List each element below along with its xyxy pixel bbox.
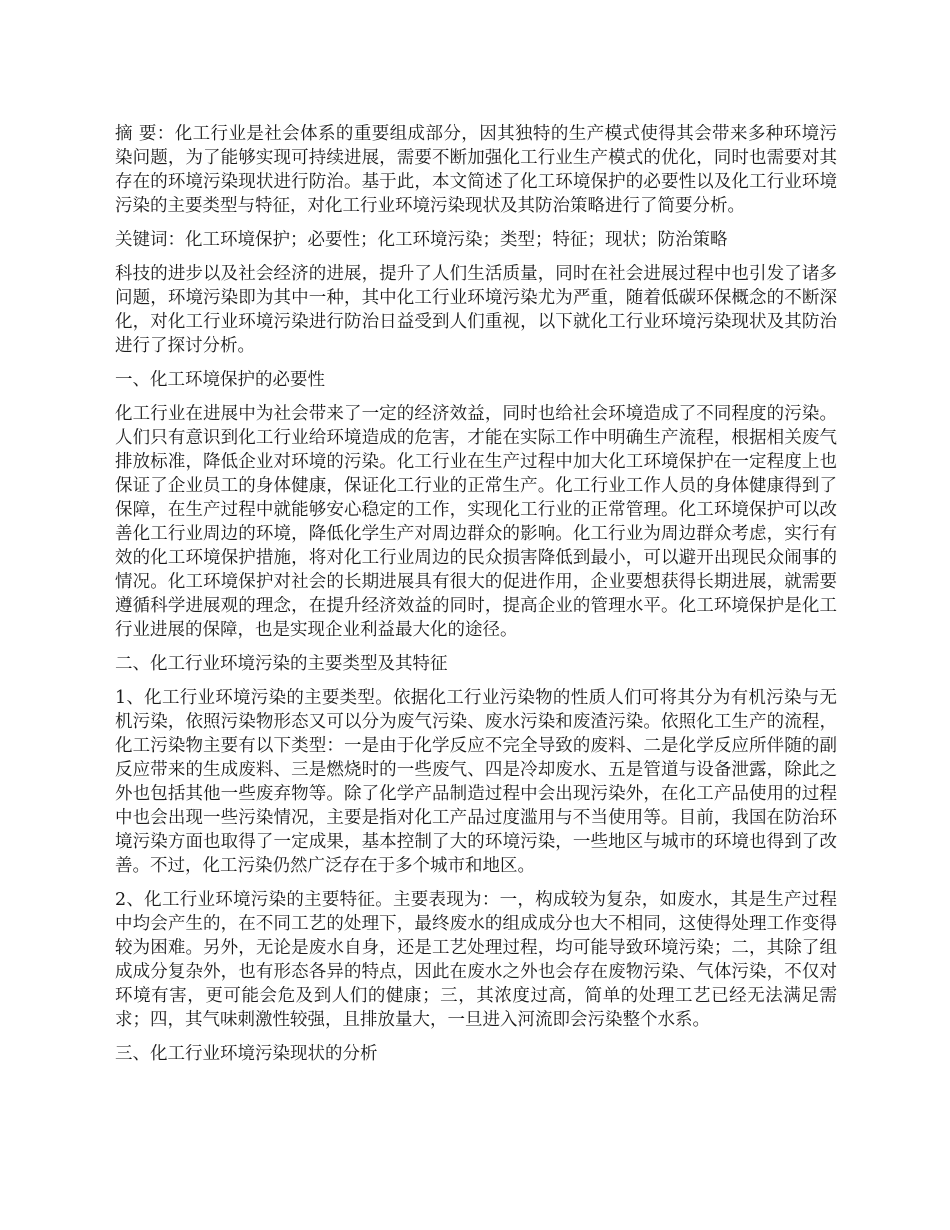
section-1-paragraph: 化工行业在进展中为社会带来了一定的经济效益，同时也给社会环境造成了不同程度的污染。人们只有意识到化工行业给环境造成的危害，才能在实际工作中明确生产流程，根据相关废气排放标准，降低企业对环境的污染。化工行业在生产过程中加大化工环境保护在一定程度上也保证了企业员工的身体健康，保证化工行业的正常生产。化工行业工作人员的身体健康得到了保障，在生产过程中就能够安心稳定的工作，实现化工行业的正常管理。化工环境保护可以改善化工行业周边的环境，降低化学生产对周边群众的影响。化工行业为周边群众考虑，实行有效的化工环境保护措施，将对化工行业周边的民众损害降低到最小，可以避开出现民众闹事的情况。化工环境保护对社会的长期进展具有很大的促进作用，企业要想获得长期进展，就需要遵循科学进展观的理念，在提升经济效益的同时，提高企业的管理水平。化工环境保护是化工行业进展的保障，也是实现企业利益最大化的途径。 [115, 404, 837, 640]
section-2-heading: 二、化工行业环境污染的主要类型及其特征 [115, 654, 448, 674]
intro-paragraph: 科技的进步以及社会经济的进展，提升了人们生活质量，同时在社会进展过程中也引发了诸多问题，环境污染即为其中一种，其中化工行业环境污染尤为严重，随着低碳环保概念的不断深化，对化工行业环境污染进行防治日益受到人们重视，以下就化工行业环境污染现状及其防治进行了探讨分析。 [115, 264, 837, 356]
section-2-paragraph-1: 1、化工行业环境污染的主要类型。依据化工行业污染物的性质人们可将其分为有机污染与无机污染，依照污染物形态又可以分为废气污染、废水污染和废渣污染。依照化工生产的流程，化工污染物主要有以下类型：一是由于化学反应不完全导致的废料、二是化学反应所伴随的副反应带来的生成废料、三是燃烧时的一些废气、四是冷却废水、五是管道与设备泄露，除此之外也包括其他一些废弃物等。除了化学产品制造过程中会出现污染外，在化工产品使用的过程中也会出现一些污染情况，主要是指对化工产品过度滥用与不当使用等。目前，我国在防治环境污染方面也取得了一定成果，基本控制了大的环境污染，一些地区与城市的环境也得到了改善。不过，化工污染仍然广泛存在于多个城市和地区。 [115, 688, 837, 876]
section-1-heading: 一、化工环境保护的必要性 [115, 370, 325, 390]
section-3-heading: 三、化工行业环境污染现状的分析 [115, 1044, 378, 1064]
keywords-paragraph: 关键词：化工环境保护；必要性；化工环境污染；类型；特征；现状；防治策略 [115, 230, 728, 250]
abstract-paragraph: 摘 要：化工行业是社会体系的重要组成部分，因其独特的生产模式使得其会带来多种环境污染问题，为了能够实现可持续进展，需要不断加强化工行业生产模式的优化，同时也需要对其存在的环境污染现状进行防治。基于此，本文简述了化工环境保护的必要性以及化工行业环境污染的主要类型与特征，对化工行业环境污染现状及其防治策略进行了简要分析。 [115, 124, 837, 216]
section-2-paragraph-2: 2、化工行业环境污染的主要特征。主要表现为：一，构成较为复杂，如废水，其是生产过程中均会产生的，在不同工艺的处理下，最终废水的组成成分也大不相同，这使得处理工作变得较为困难。另外，无论是废水自身，还是工艺处理过程，均可能导致环境污染；二，其除了组成成分复杂外，也有形态各异的特点，因此在废水之外也会存在废物污染、气体污染，不仅对环境有害，更可能会危及到人们的健康；三，其浓度过高，简单的处理工艺已经无法满足需求；四，其气味刺激性较强，且排放量大，一旦进入河流即会污染整个水系。 [115, 890, 837, 1030]
document-body [115, 122, 837, 1076]
